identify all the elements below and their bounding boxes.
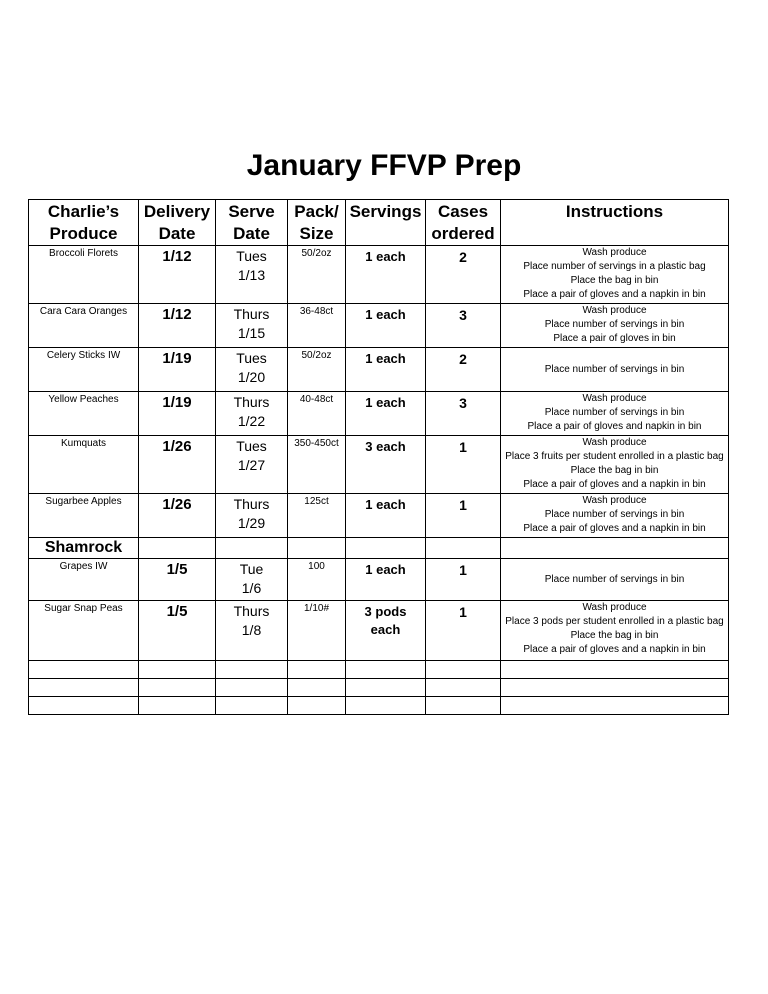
pack-cell: 100 (288, 559, 346, 601)
col-header-cases: Cases ordered (426, 200, 501, 246)
delivery-cell: 1/19 (139, 392, 216, 436)
empty-cell (139, 697, 216, 715)
empty-cell (288, 679, 346, 697)
empty-cell (29, 679, 139, 697)
produce-cell: Broccoli Florets (29, 246, 139, 304)
produce-cell: Kumquats (29, 436, 139, 494)
servings-cell: 1 each (346, 392, 426, 436)
produce-cell: Yellow Peaches (29, 392, 139, 436)
empty-cell (139, 538, 216, 559)
col-header-serve: Serve Date (216, 200, 288, 246)
table-row (29, 494, 729, 538)
empty-row (29, 661, 729, 679)
col-header-produce: Charlie’s Produce (29, 200, 139, 246)
instructions-cell: Wash produce Place number of servings in a plastic bag Place the bag in bin Place a pair of gloves and a napkin in bin (501, 246, 729, 304)
cases-cell: 2 (426, 246, 501, 304)
cases-cell: 3 (426, 392, 501, 436)
empty-cell (288, 697, 346, 715)
col-header-instructions: Instructions (501, 200, 729, 246)
empty-cell (501, 697, 729, 715)
serve-cell: Tue 1/6 (216, 559, 288, 601)
instructions-cell: Place number of servings in bin (501, 348, 729, 392)
cases-cell: 3 (426, 304, 501, 348)
pack-cell: 36-48ct (288, 304, 346, 348)
empty-cell (29, 661, 139, 679)
empty-cell (346, 661, 426, 679)
cases-cell: 1 (426, 559, 501, 601)
instructions-cell: Place number of servings in bin (501, 559, 729, 601)
table-row (29, 304, 729, 348)
empty-cell (29, 697, 139, 715)
empty-cell (216, 538, 288, 559)
col-header-servings: Servings (346, 200, 426, 246)
pack-cell: 50/2oz (288, 246, 346, 304)
instructions-cell: Wash produce Place number of servings in bin Place a pair of gloves and a napkin in bin (501, 494, 729, 538)
empty-cell (501, 538, 729, 559)
section-row (29, 538, 729, 559)
pack-cell: 350-450ct (288, 436, 346, 494)
servings-cell: 1 each (346, 559, 426, 601)
servings-cell: 3 pods each (346, 601, 426, 661)
prep-table (28, 199, 729, 715)
empty-cell (216, 697, 288, 715)
instructions-cell: Wash produce Place 3 fruits per student enrolled in a plastic bag Place the bag in bin Place a pair of gloves and a napkin in bin (501, 436, 729, 494)
table-row (29, 392, 729, 436)
instructions-cell: Wash produce Place number of servings in bin Place a pair of gloves and napkin in bin (501, 392, 729, 436)
serve-cell: Thurs 1/15 (216, 304, 288, 348)
produce-cell: Celery Sticks IW (29, 348, 139, 392)
col-header-pack: Pack/ Size (288, 200, 346, 246)
instructions-cell: Wash produce Place 3 pods per student enrolled in a plastic bag Place the bag in bin Place a pair of gloves and a napkin in bin (501, 601, 729, 661)
empty-cell (216, 679, 288, 697)
cases-cell: 1 (426, 436, 501, 494)
delivery-cell: 1/12 (139, 246, 216, 304)
empty-cell (288, 661, 346, 679)
empty-cell (216, 661, 288, 679)
serve-cell: Thurs 1/22 (216, 392, 288, 436)
table-row (29, 246, 729, 304)
table-row (29, 436, 729, 494)
empty-cell (288, 538, 346, 559)
serve-cell: Tues 1/13 (216, 246, 288, 304)
delivery-cell: 1/19 (139, 348, 216, 392)
produce-cell: Cara Cara Oranges (29, 304, 139, 348)
serve-cell: Thurs 1/8 (216, 601, 288, 661)
table-row (29, 559, 729, 601)
serve-cell: Thurs 1/29 (216, 494, 288, 538)
delivery-cell: 1/26 (139, 436, 216, 494)
pack-cell: 1/10# (288, 601, 346, 661)
empty-cell (346, 697, 426, 715)
empty-cell (426, 679, 501, 697)
cases-cell: 1 (426, 601, 501, 661)
table-row (29, 348, 729, 392)
pack-cell: 40-48ct (288, 392, 346, 436)
servings-cell: 3 each (346, 436, 426, 494)
section-label-shamrock: Shamrock (29, 538, 139, 559)
pack-cell: 125ct (288, 494, 346, 538)
cases-cell: 2 (426, 348, 501, 392)
empty-cell (346, 679, 426, 697)
servings-cell: 1 each (346, 304, 426, 348)
serve-cell: Tues 1/20 (216, 348, 288, 392)
empty-row (29, 697, 729, 715)
empty-cell (426, 538, 501, 559)
produce-cell: Sugar Snap Peas (29, 601, 139, 661)
empty-cell (139, 661, 216, 679)
produce-cell: Grapes IW (29, 559, 139, 601)
servings-cell: 1 each (346, 348, 426, 392)
serve-cell: Tues 1/27 (216, 436, 288, 494)
delivery-cell: 1/12 (139, 304, 216, 348)
empty-cell (139, 679, 216, 697)
table-row (29, 601, 729, 661)
pack-cell: 50/2oz (288, 348, 346, 392)
empty-cell (426, 697, 501, 715)
servings-cell: 1 each (346, 494, 426, 538)
cases-cell: 1 (426, 494, 501, 538)
delivery-cell: 1/5 (139, 559, 216, 601)
empty-row (29, 679, 729, 697)
servings-cell: 1 each (346, 246, 426, 304)
empty-cell (501, 679, 729, 697)
empty-cell (501, 661, 729, 679)
delivery-cell: 1/5 (139, 601, 216, 661)
header-row (29, 200, 729, 246)
instructions-cell: Wash produce Place number of servings in bin Place a pair of gloves in bin (501, 304, 729, 348)
col-header-delivery: Delivery Date (139, 200, 216, 246)
page-title: January FFVP Prep (246, 149, 522, 182)
produce-cell: Sugarbee Apples (29, 494, 139, 538)
empty-cell (426, 661, 501, 679)
empty-cell (346, 538, 426, 559)
delivery-cell: 1/26 (139, 494, 216, 538)
